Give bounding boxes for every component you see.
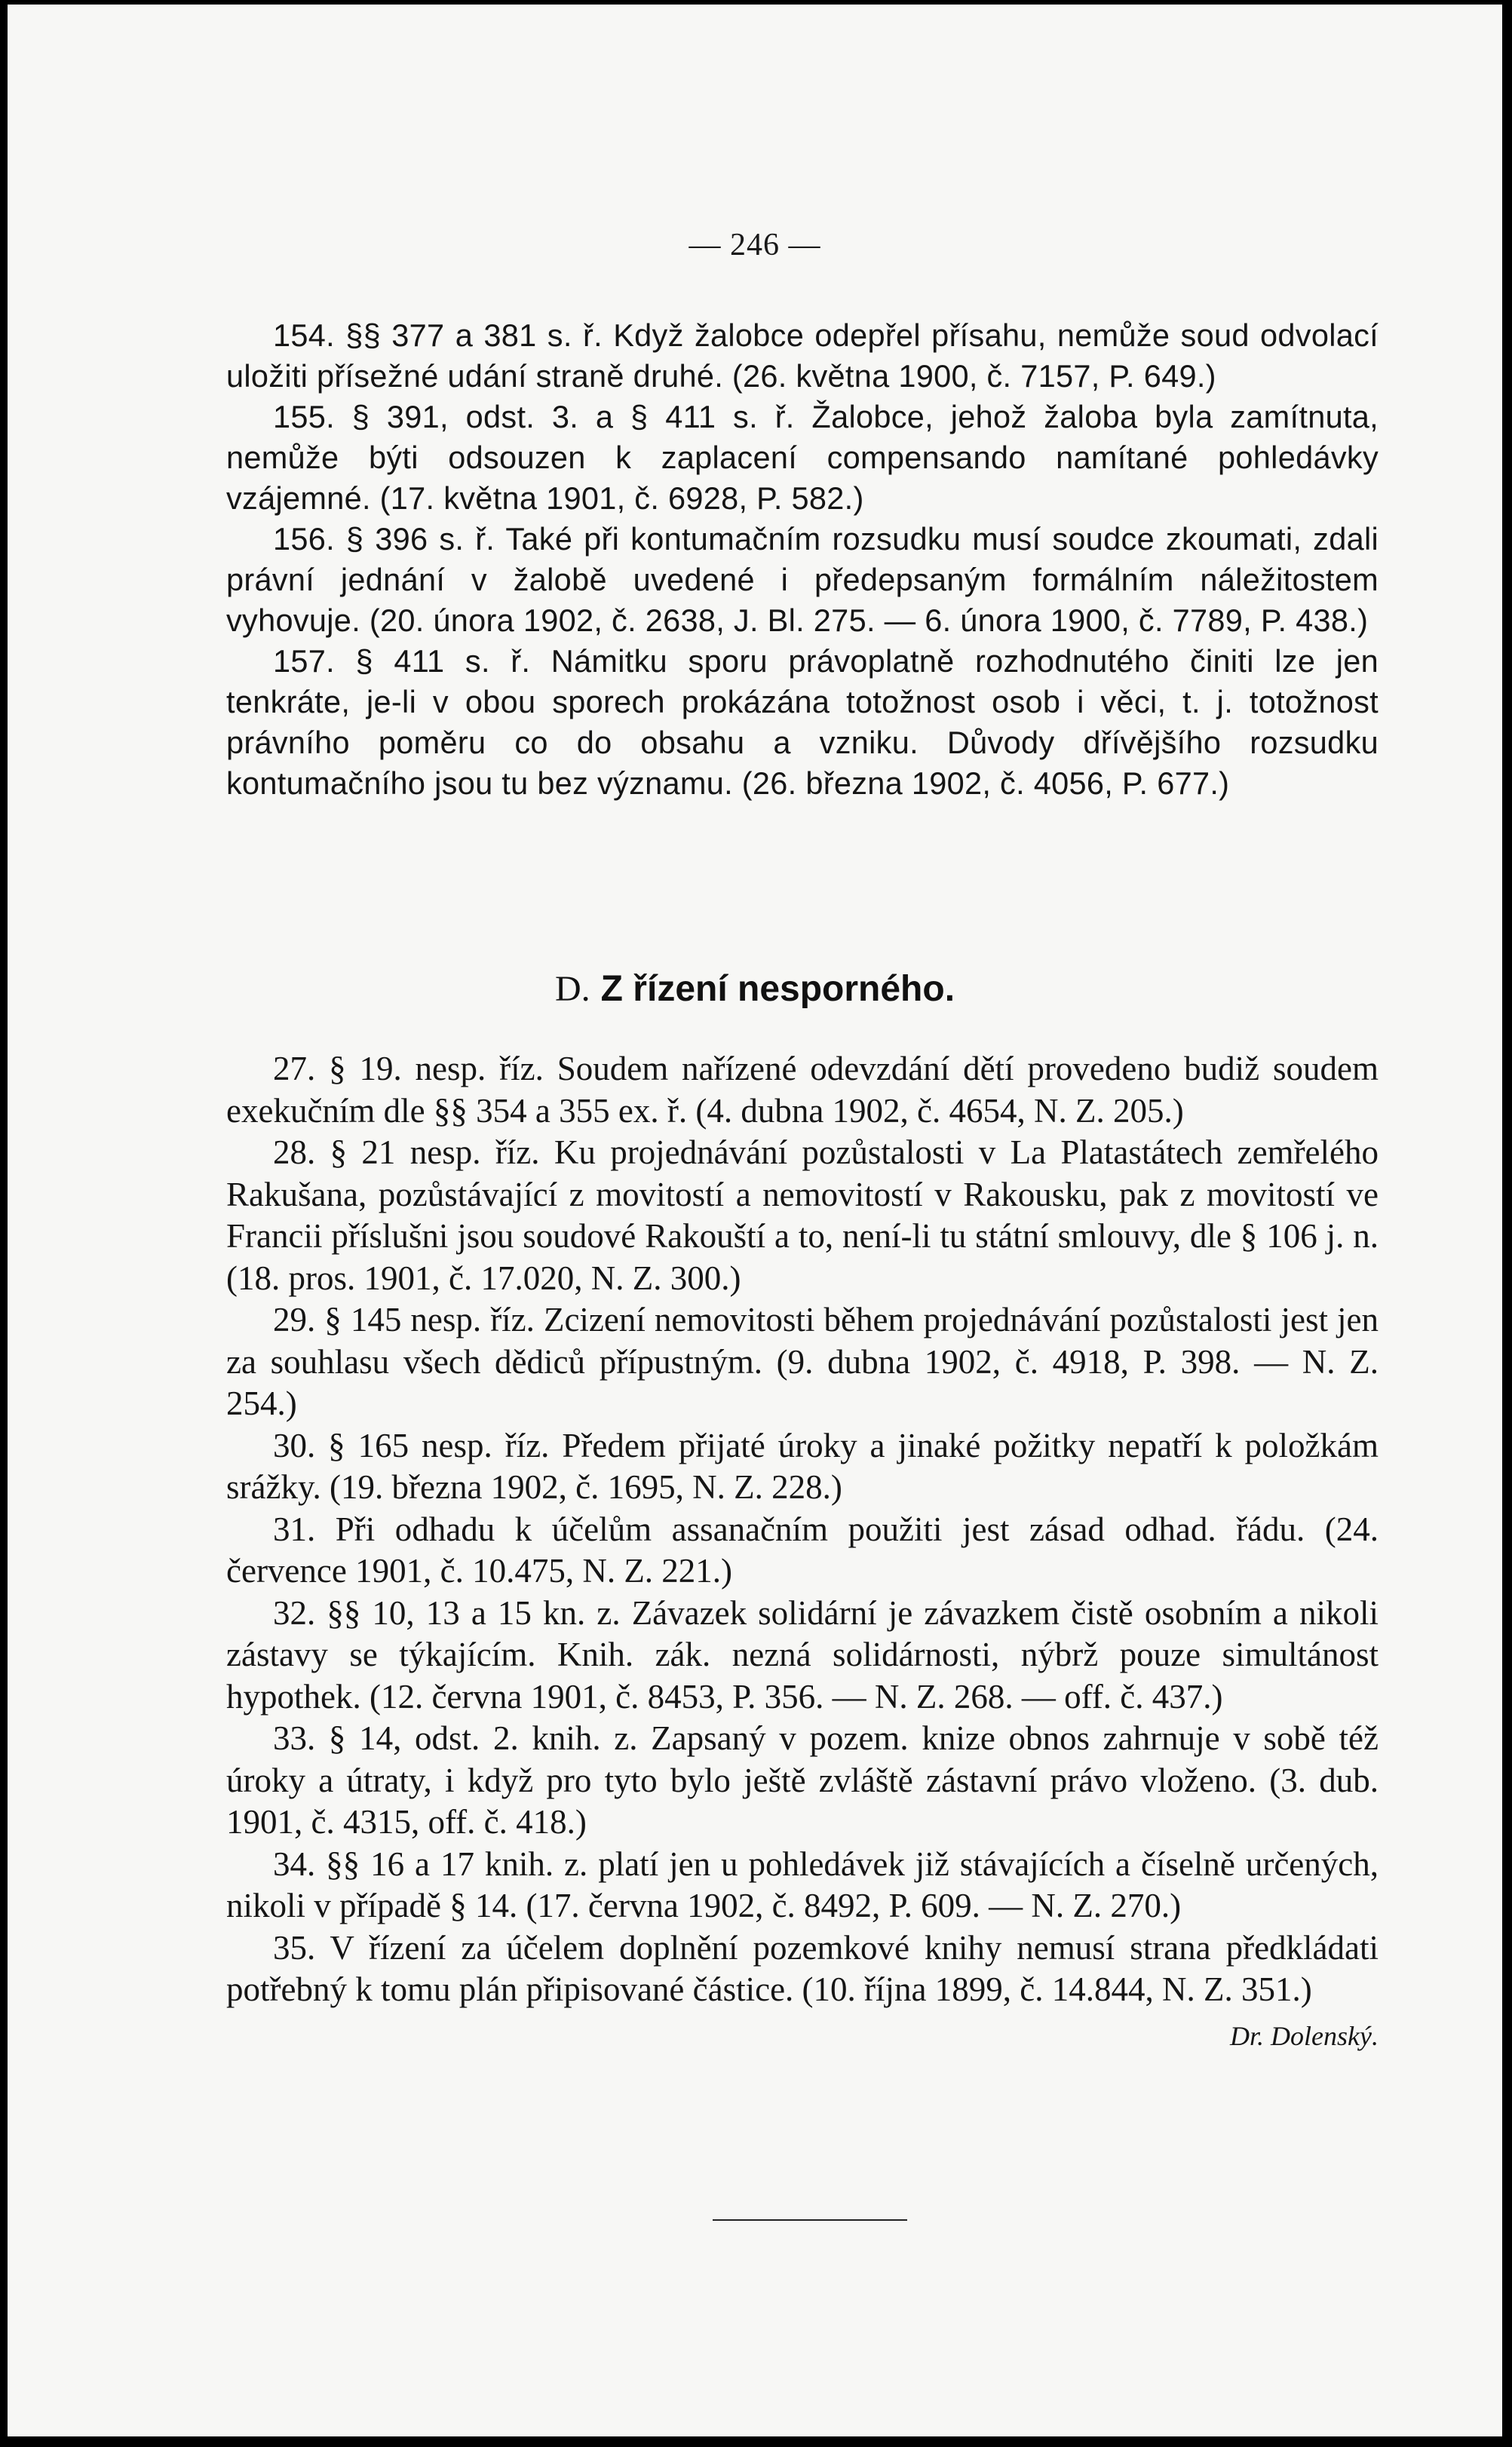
section-heading (8, 968, 1502, 1010)
entry-28: 28. § 21 nesp. říz. Ku projednávání pozůstalosti v La Platastátech zemřelého Rakušana, pozůstávající z movitostí a nemovitostí v Rakousku, pak z movitostí ve Francii příslušni jsou soudové Rakouští a to, není-li tu státní smlouvy, dle § 106 j. n. (18. pros. 1901, č. 17.020, N. Z. 300.) (226, 1133, 1379, 1297)
entry-155: 155. § 391, odst. 3. a § 411 s. ř. Žalobce, jehož žaloba byla zamítnuta, nemůže býti odsouzen k zaplacení compensando namítané pohledávky vzájemné. (17. května 1901, č. 6928, P. 582.) (226, 399, 1379, 516)
entry-156: 156. § 396 s. ř. Také při kontumačním rozsudku musí soudce zkoumati, zdali právní jednání v žalobě uvedené i předepsaným formálním náležitostem vyhovuje. (20. února 1902, č. 2638, J. Bl. 275. — 6. února 1900, č. 7789, P. 438.) (226, 521, 1379, 638)
entry-31: 31. Při odhadu k účelům assanačním použiti jest zásad odhad. řádu. (24. července 1901, č. 10.475, N. Z. 221.) (226, 1510, 1379, 1590)
closing-rule (713, 2219, 907, 2221)
entry-154: 154. §§ 377 a 381 s. ř. Když žalobce odepřel přísahu, nemůže soud odvolací uložiti přísežné udání straně druhé. (26. května 1900, č. 7157, P. 649.) (226, 317, 1379, 394)
entry-29: 29. § 145 nesp. říz. Zcizení nemovitosti během projednávání pozůstalosti jest jen za souhlasu všech dědiců přípustným. (9. dubna 1902, č. 4918, P. 398. — N. Z. 254.) (226, 1301, 1379, 1422)
non-contentious-section (226, 1048, 1379, 2057)
entry-35-text: 35. V řízení za účelem doplnění pozemkové knihy nemusí strana předkládati potřebný k tomu plán připisované částice. (10. října 1899, č. 14.844, N. Z. 351.) (226, 1928, 1379, 2008)
section-heading-letter: D. (554, 969, 590, 1009)
civil-procedure-section (226, 315, 1379, 804)
entry-30: 30. § 165 nesp. říz. Předem přijaté úroky a jinaké požitky nepatří k položkám srážky. (19. března 1902, č. 1695, N. Z. 228.) (226, 1426, 1379, 1506)
entry-33: 33. § 14, odst. 2. knih. z. Zapsaný v pozem. knize obnos zahrnuje v sobě též úroky a útraty, i když pro tyto bylo ještě zvláště zástavní právo vloženo. (3. dub. 1901, č. 4315, off. č. 418.) (226, 1719, 1379, 1841)
page-number: — 246 — (689, 228, 821, 262)
author-signature: Dr. Dolenský. (1230, 2020, 1379, 2051)
entry-32: 32. §§ 10, 13 a 15 kn. z. Závazek solidární je závazkem čistě osobním a nikoli zástavy se týkajícím. Knih. zák. nezná solidárnosti, nýbrž pouze simultánost hypothek. (12. června 1901, č. 8453, P. 356. — N. Z. 268. — off. č. 437.) (226, 1593, 1379, 1716)
entry-157: 157. § 411 s. ř. Námitku sporu právoplatně rozhodnutého činiti lze jen tenkráte, je-li v obou sporech prokázána totožnost osob i věci, t. j. totožnost právního poměru co do obsahu a vzniku. Důvody dřívějšího rozsudku kontumačního jsou tu bez významu. (26. března 1902, č. 4056, P. 677.) (226, 643, 1379, 801)
section-heading-title: Z řízení nesporného. (600, 969, 955, 1009)
entry-27: 27. § 19. nesp. říz. Soudem nařízené odevzdání dětí provedeno budiž soudem exekučním dle §§ 354 a 355 ex. ř. (4. dubna 1902, č. 4654, N. Z. 205.) (226, 1050, 1379, 1130)
entry-34: 34. §§ 16 a 17 knih. z. platí jen u pohledávek již stávajících a číselně určených, nikoli v případě § 14. (17. června 1902, č. 8492, P. 609. — N. Z. 270.) (226, 1844, 1379, 1924)
entry-35 (226, 1927, 1379, 2051)
book-page (8, 5, 1502, 2436)
